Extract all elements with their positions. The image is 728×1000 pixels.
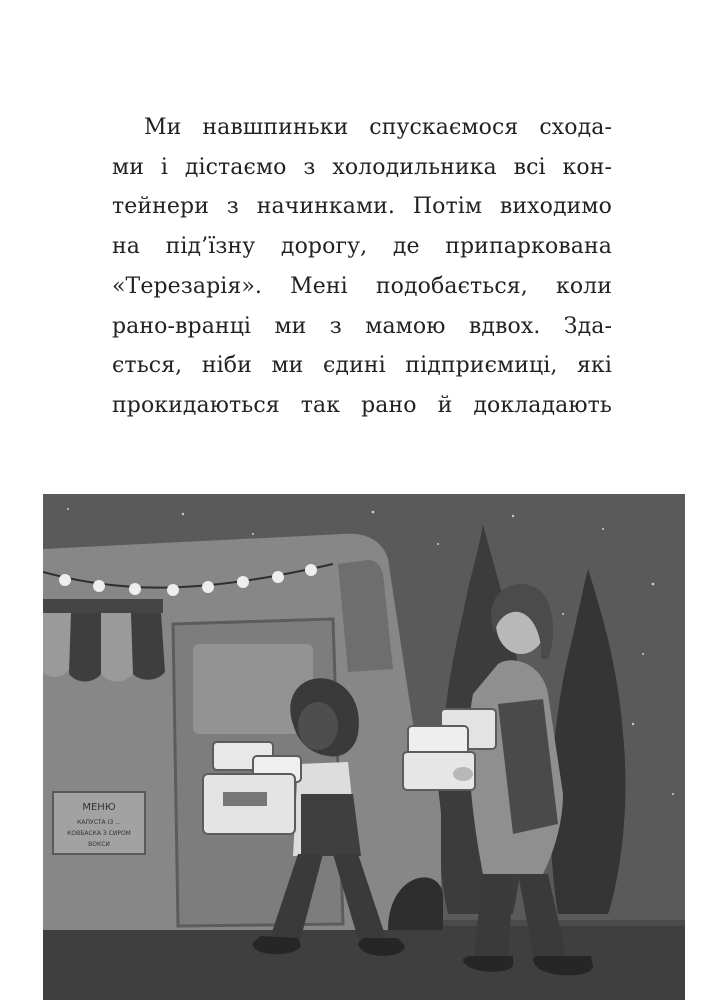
text-line: ється, ніби ми єдині підприємиці, які [112, 353, 612, 379]
body-text [112, 108, 612, 426]
svg-text:КОВБАСКА З СИРОМ: КОВБАСКА З СИРОМ [67, 830, 131, 837]
awning [43, 599, 165, 682]
illustration-art [43, 494, 685, 1000]
text-line: рано-вранці ми з мамою вдвох. Зда- [112, 313, 612, 339]
food-truck-illustration [43, 494, 685, 1000]
svg-text:ВОКСИ: ВОКСИ [88, 841, 110, 848]
text-line: на під’їзну дорогу, де припаркована [112, 234, 612, 260]
text-line: тейнери з начинками. Потім виходимо [112, 194, 612, 220]
svg-text:КАПУСТА ІЗ ...: КАПУСТА ІЗ ... [77, 819, 121, 826]
menu-sign-title: МЕНЮ [82, 802, 116, 813]
text-line: «Терезарія». Мені подобається, коли [112, 273, 612, 299]
text-line: ми і дістаємо з холодильника всі кон- [112, 154, 612, 180]
text-line: прокидаються так рано й докладають [112, 392, 612, 418]
text-line: Ми навшпиньки спускаємося схода- [144, 115, 612, 140]
menu-sign [53, 792, 145, 854]
